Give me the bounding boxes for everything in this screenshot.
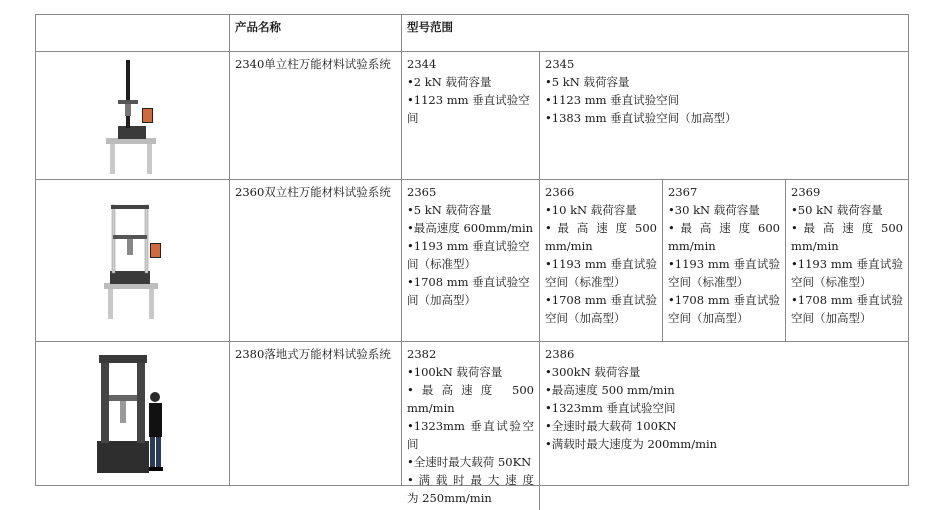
spec-line: •30 kN 载荷容量 xyxy=(668,203,760,217)
model-2365 xyxy=(402,180,540,341)
model-2345 xyxy=(540,52,908,179)
spec-line: •1708 mm 垂直试验空间（加高型） xyxy=(545,293,657,325)
spec-line: • 最 高 速 度 500 mm/min xyxy=(545,221,661,253)
spec-line: •1123 mm 垂直试验空间 xyxy=(407,93,530,125)
floor-tester-image xyxy=(93,351,173,476)
header-image-cell xyxy=(36,15,230,52)
machine-image-2380 xyxy=(36,342,230,486)
model-2366 xyxy=(540,180,663,341)
model-number: 2369 xyxy=(791,185,821,199)
spec-line: •1708 mm 垂直试验空间（加高型） xyxy=(791,293,903,325)
spec-line: •1193 mm 垂直试验空间（标准型） xyxy=(791,257,903,289)
spec-line: •全速时最大载荷 100KN xyxy=(545,419,677,433)
model-number: 2365 xyxy=(407,185,437,199)
spec-line: •1323mm 垂直试验空间 xyxy=(545,401,676,415)
spec-line: •50 kN 载荷容量 xyxy=(791,203,883,217)
spec-line: •1193 mm 垂直试验空间（标准型） xyxy=(407,239,530,271)
spec-line: •最高速度 600mm/min xyxy=(407,221,534,235)
model-2369 xyxy=(786,180,908,341)
spec-line: •最高速度 500 mm/min xyxy=(407,383,538,415)
spec-line: •100kN 载荷容量 xyxy=(407,365,503,379)
model-number: 2345 xyxy=(545,57,575,71)
spec-table xyxy=(35,14,909,505)
spec-line: •满载时最大速度为 200mm/min xyxy=(545,437,718,451)
model-number: 2386 xyxy=(545,347,575,361)
spec-line: • 最 高 速 度 600 mm/min xyxy=(668,221,784,253)
spec-line: •1193 mm 垂直试验空间（标准型） xyxy=(545,257,657,289)
dual-column-tester-image xyxy=(98,201,168,321)
model-2367 xyxy=(663,180,786,341)
model-number: 2382 xyxy=(407,347,437,361)
machine-image-2340 xyxy=(36,52,230,180)
header-product: 产品名称 xyxy=(230,15,402,52)
product-name-2380: 2380落地式万能材料试验系统 xyxy=(230,342,402,486)
spec-line: •5 kN 载荷容量 xyxy=(545,75,630,89)
product-name-2340: 2340单立柱万能材料试验系统 xyxy=(230,52,402,180)
header-row xyxy=(36,15,909,52)
table-row xyxy=(36,180,909,342)
model-2344 xyxy=(402,52,540,179)
spec-line: •1708 mm 垂直试验空间（加高型） xyxy=(668,293,780,325)
model-cell-2360 xyxy=(402,180,909,342)
model-cell-2380 xyxy=(402,342,909,505)
single-column-tester-image xyxy=(98,56,168,176)
product-name-2360: 2360双立柱万能材料试验系统 xyxy=(230,180,402,342)
spec-line: •全速时最大载荷 50KN xyxy=(407,455,532,469)
spec-line: •1708 mm 垂直试验空间（加高型） xyxy=(407,275,530,307)
model-number: 2366 xyxy=(545,185,575,199)
model-number: 2344 xyxy=(407,57,437,71)
model-2386 xyxy=(540,342,908,510)
spec-line: •2 kN 载荷容量 xyxy=(407,75,492,89)
spec-line: •5 kN 载荷容量 xyxy=(407,203,492,217)
spec-line: • 满 载 时 最 大 速 度 为 250mm/min xyxy=(407,473,538,505)
table-row xyxy=(36,342,909,486)
machine-image-2360 xyxy=(36,180,230,342)
spec-line: •最高速度 500 mm/min xyxy=(545,383,675,397)
spec-line: •1323mm 垂直试验空间 xyxy=(407,419,534,451)
spec-line: •1193 mm 垂直试验空间（标准型） xyxy=(668,257,780,289)
model-2382 xyxy=(402,342,540,510)
spec-line: •300kN 载荷容量 xyxy=(545,365,641,379)
spec-line: • 最 高 速 度 500 mm/min xyxy=(791,221,907,253)
spec-line: •1123 mm 垂直试验空间 xyxy=(545,93,680,107)
spec-line: •10 kN 载荷容量 xyxy=(545,203,637,217)
table-row xyxy=(36,52,909,180)
model-cell-2340 xyxy=(402,52,909,180)
header-model: 型号范围 xyxy=(402,15,909,52)
model-number: 2367 xyxy=(668,185,698,199)
spec-line: •1383 mm 垂直试验空间（加高型） xyxy=(545,111,737,125)
